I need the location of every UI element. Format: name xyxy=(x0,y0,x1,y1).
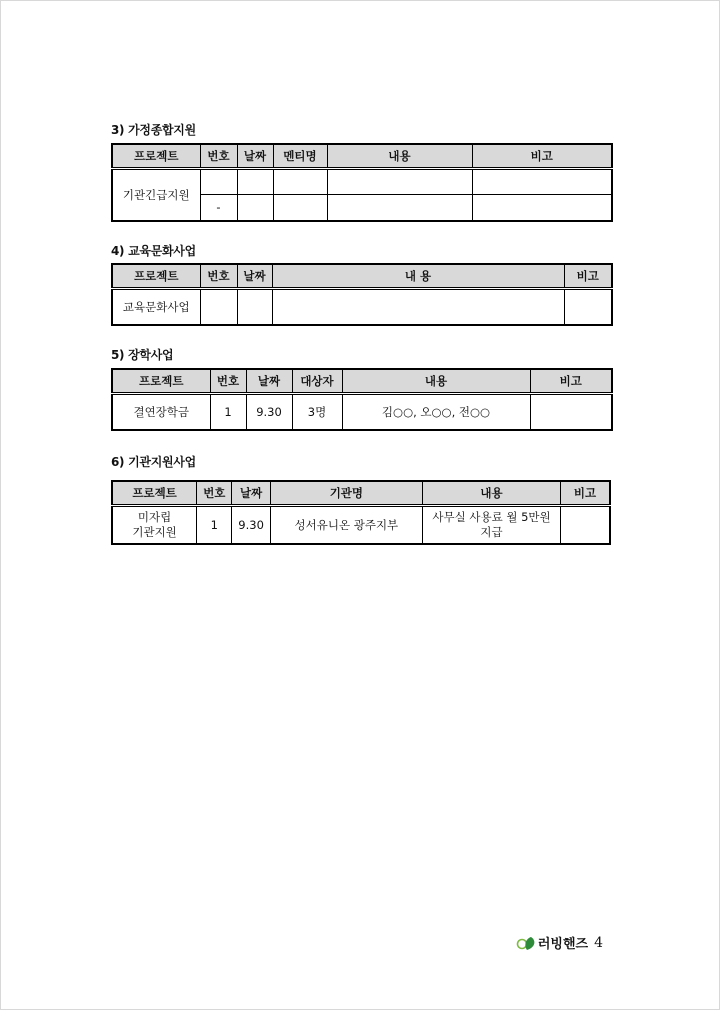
table-cell xyxy=(237,289,272,325)
header-cell: 프로젝트 xyxy=(112,481,197,506)
table-cell xyxy=(273,169,327,195)
table-cell xyxy=(200,289,237,325)
table-cell: 1 xyxy=(197,506,232,544)
table-cell xyxy=(273,195,327,221)
header-cell: 번호 xyxy=(200,264,237,289)
table-row xyxy=(112,394,612,430)
table-cell xyxy=(200,169,237,195)
header-cell: 비고 xyxy=(564,264,612,289)
table-cell: 성서유니온 광주지부 xyxy=(270,506,422,544)
loving-hands-logo-icon xyxy=(516,934,538,952)
header-cell: 번호 xyxy=(200,144,237,169)
footer-logo-text: 러빙핸즈 xyxy=(537,937,589,952)
header-cell: 번호 xyxy=(210,369,246,394)
table-row xyxy=(112,169,612,195)
table-header-row xyxy=(112,481,610,506)
header-cell: 번호 xyxy=(197,481,232,506)
table-cell xyxy=(237,169,273,195)
project-cell: 기관긴급지원 xyxy=(112,169,200,221)
header-cell: 비고 xyxy=(530,369,612,394)
header-cell: 내용 xyxy=(342,369,530,394)
table-cell: 미자립 기관지원 xyxy=(112,506,197,544)
table-row xyxy=(112,506,610,544)
table-cell xyxy=(472,195,612,221)
table-cell xyxy=(561,506,610,544)
header-cell: 대상자 xyxy=(292,369,342,394)
header-cell: 멘티명 xyxy=(273,144,327,169)
section-4-title: 4) 교육문화사업 xyxy=(111,244,196,258)
header-cell: 날짜 xyxy=(237,264,272,289)
section-4-table xyxy=(111,263,613,326)
header-cell: 내용 xyxy=(422,481,560,506)
header-cell: 날짜 xyxy=(232,481,270,506)
table-header-row xyxy=(112,264,612,289)
table-cell: 김○○, 오○○, 전○○ xyxy=(342,394,530,430)
header-cell: 기관명 xyxy=(270,481,422,506)
table-cell xyxy=(327,169,472,195)
table-cell: 3명 xyxy=(292,394,342,430)
table-cell xyxy=(530,394,612,430)
table-cell xyxy=(237,195,273,221)
header-cell: 내용 xyxy=(327,144,472,169)
table-cell: 교육문화사업 xyxy=(112,289,200,325)
header-cell: 프로젝트 xyxy=(112,369,210,394)
header-cell: 프로젝트 xyxy=(112,144,200,169)
header-cell: 비고 xyxy=(472,144,612,169)
table-cell: 9.30 xyxy=(232,506,270,544)
section-6-table xyxy=(111,480,611,545)
header-cell: 비고 xyxy=(561,481,610,506)
table-cell: 사무실 사용료 월 5만원 지급 xyxy=(422,506,560,544)
table-header-row xyxy=(112,144,612,169)
table-cell xyxy=(327,195,472,221)
table-row xyxy=(112,289,612,325)
table-cell xyxy=(564,289,612,325)
page-number: 4 xyxy=(594,934,603,951)
table-cell: 1 xyxy=(210,394,246,430)
table-cell: 결연장학금 xyxy=(112,394,210,430)
table-cell: - xyxy=(200,195,237,221)
section-3-table xyxy=(111,143,613,222)
table-cell xyxy=(472,169,612,195)
table-cell xyxy=(272,289,564,325)
header-cell: 날짜 xyxy=(246,369,292,394)
section-5-table xyxy=(111,368,613,431)
header-cell: 프로젝트 xyxy=(112,264,200,289)
page-footer xyxy=(516,933,603,952)
section-5-title: 5) 장학사업 xyxy=(111,348,174,362)
section-3-title: 3) 가정종합지원 xyxy=(111,123,196,137)
table-cell: 9.30 xyxy=(246,394,292,430)
table-header-row xyxy=(112,369,612,394)
header-cell: 내 용 xyxy=(272,264,564,289)
section-6-title: 6) 기관지원사업 xyxy=(111,455,196,469)
header-cell: 날짜 xyxy=(237,144,273,169)
